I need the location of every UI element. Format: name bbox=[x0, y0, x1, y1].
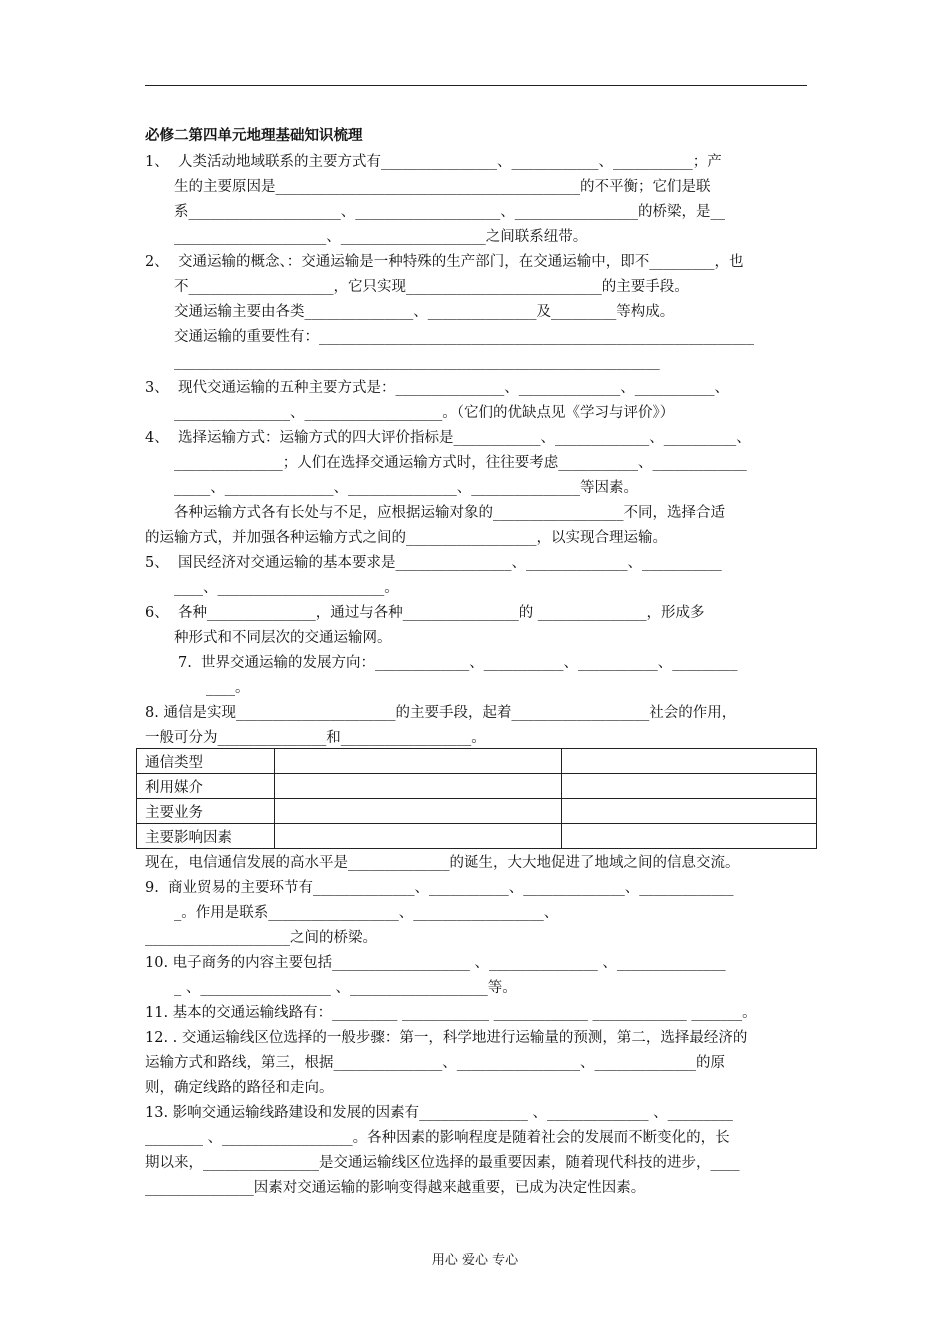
header-rule bbox=[145, 85, 807, 86]
table-row-label: 利用媒介 bbox=[137, 774, 275, 799]
table-row bbox=[137, 749, 817, 774]
q1-line2: 生的主要原因是__________________________________________的不平衡；它们是联 bbox=[174, 179, 711, 195]
q13-line4: _______________因素对交通运输的影响变得越来越重要，已成为决定性因素。 bbox=[145, 1180, 646, 1196]
q12-line1: 12. . 交通运输线区位选择的一般步骤：第一，科学地进行运输量的预测，第二，选择最经济的 bbox=[145, 1030, 748, 1046]
q7-line1: 7. 世界交通运输的发展方向：_____________、___________、___________、_________ bbox=[178, 655, 738, 671]
q11-line1: 11. 基本的交通运输线路有：_________ ____________ _____________ _____________ _______。 bbox=[145, 1005, 757, 1021]
q13-line3: 期以来，________________是交通运输线区位选择的最重要因素，随着现代科技的进步，____ bbox=[145, 1155, 740, 1171]
q6-line1: 6、 各种_______________，通过与各种________________的 _______________，形成多 bbox=[145, 605, 705, 621]
q9-line1: 9. 商业贸易的主要环节有______________、___________、______________、_____________ bbox=[145, 880, 734, 896]
q12-line2: 运输方式和路线，第三，根据_______________、_________________、______________的原 bbox=[145, 1055, 725, 1071]
q13-line1: 13. 影响交通运输线路建设和发展的因素有_______________ 、______________ 、_________ bbox=[145, 1105, 733, 1121]
table-cell[interactable] bbox=[562, 799, 817, 824]
q3-line2: ________________、___________________。（它们的优缺点见《学习与评价》） bbox=[174, 405, 675, 421]
table-row-label: 主要影响因素 bbox=[137, 824, 275, 849]
q8-note: 现在，电信通信发展的高水平是______________的诞生，大大地促进了地域之间的信息交流。 bbox=[145, 855, 740, 871]
q1-line4: _____________________、____________________之间联系纽带。 bbox=[174, 229, 588, 245]
q10-line2: _ 、__________________ 、___________________等。 bbox=[174, 980, 517, 996]
q12-line3: 则，确定线路的路径和走向。 bbox=[145, 1080, 334, 1096]
q9-line2: _。作用是联系__________________、__________________、 bbox=[174, 905, 559, 921]
table-cell[interactable] bbox=[275, 824, 562, 849]
q2-line1: 2、 交通运输的概念、：交通运输是一种特殊的生产部门，在交通运输中，即不_________，也 bbox=[145, 254, 744, 270]
q7-line2: ____。 bbox=[206, 680, 250, 696]
table-cell[interactable] bbox=[275, 799, 562, 824]
q8-line2: 一般可分为_______________和__________________。 bbox=[145, 730, 486, 746]
q10-line1: 10. 电子商务的内容主要包括___________________ 、_______________ 、_______________ bbox=[145, 955, 726, 971]
q4-line2: _______________；人们在选择交通运输方式时，往往要考虑___________、_____________ bbox=[174, 455, 747, 471]
table-cell[interactable] bbox=[275, 749, 562, 774]
q4-para-line1: 各种运输方式各有长处与不足，应根据运输对象的__________________不同，选择合适 bbox=[174, 505, 725, 521]
table-row bbox=[137, 774, 817, 799]
q4-line1: 4、 选择运输方式：运输方式的四大评价指标是____________、_____________、__________、 bbox=[145, 430, 751, 446]
table-cell[interactable] bbox=[562, 774, 817, 799]
q5-line1: 5、 国民经济对交通运输的基本要求是________________、______________、___________ bbox=[145, 555, 722, 571]
q5-line2: ____、_______________________。 bbox=[174, 580, 399, 596]
q8-line1: 8. 通信是实现______________________的主要手段，起着___________________社会的作用， bbox=[145, 705, 737, 721]
q2-line2: 不____________________，它只实现___________________________的主要手段。 bbox=[174, 279, 689, 295]
table-row-label: 主要业务 bbox=[137, 799, 275, 824]
q13-line2: ________ 、__________________。各种因素的影响程度是随着社会的发展而不断变化的，长 bbox=[145, 1130, 730, 1146]
q1-line3: 系_____________________、____________________、_________________的桥梁，是__ bbox=[174, 204, 725, 220]
q9-line3: ____________________之间的桥梁。 bbox=[145, 930, 377, 946]
q6-line2: 种形式和不同层次的交通运输网。 bbox=[174, 630, 392, 646]
q4-para-line2: 的运输方式，并加强各种运输方式之间的__________________，以实现合理运输。 bbox=[145, 530, 667, 546]
table-row bbox=[137, 824, 817, 849]
page-title: 必修二第四单元地理基础知识梳理 bbox=[145, 127, 363, 144]
q2-line5: ___________________________________________________________________ bbox=[174, 354, 660, 370]
q4-line3: _____、_______________、_______________、_______________等因素。 bbox=[174, 480, 638, 496]
q1-line1: 1、 人类活动地域联系的主要方式有________________、____________、___________；产 bbox=[145, 154, 722, 170]
q3-line1: 3、 现代交通运输的五种主要方式是：_______________、______________、___________、 bbox=[145, 380, 729, 396]
table-cell[interactable] bbox=[562, 749, 817, 774]
table-cell[interactable] bbox=[275, 774, 562, 799]
q2-line3: 交通运输主要由各类_______________、_______________及_________等构成。 bbox=[174, 304, 675, 320]
page-footer: 用心 爱心 专心 bbox=[431, 1253, 519, 1268]
table-row bbox=[137, 799, 817, 824]
communication-table bbox=[136, 748, 817, 849]
q2-line4: 交通运输的重要性有：____________________________________________________________ bbox=[174, 329, 754, 345]
table-cell[interactable] bbox=[562, 824, 817, 849]
table-row-label: 通信类型 bbox=[137, 749, 275, 774]
